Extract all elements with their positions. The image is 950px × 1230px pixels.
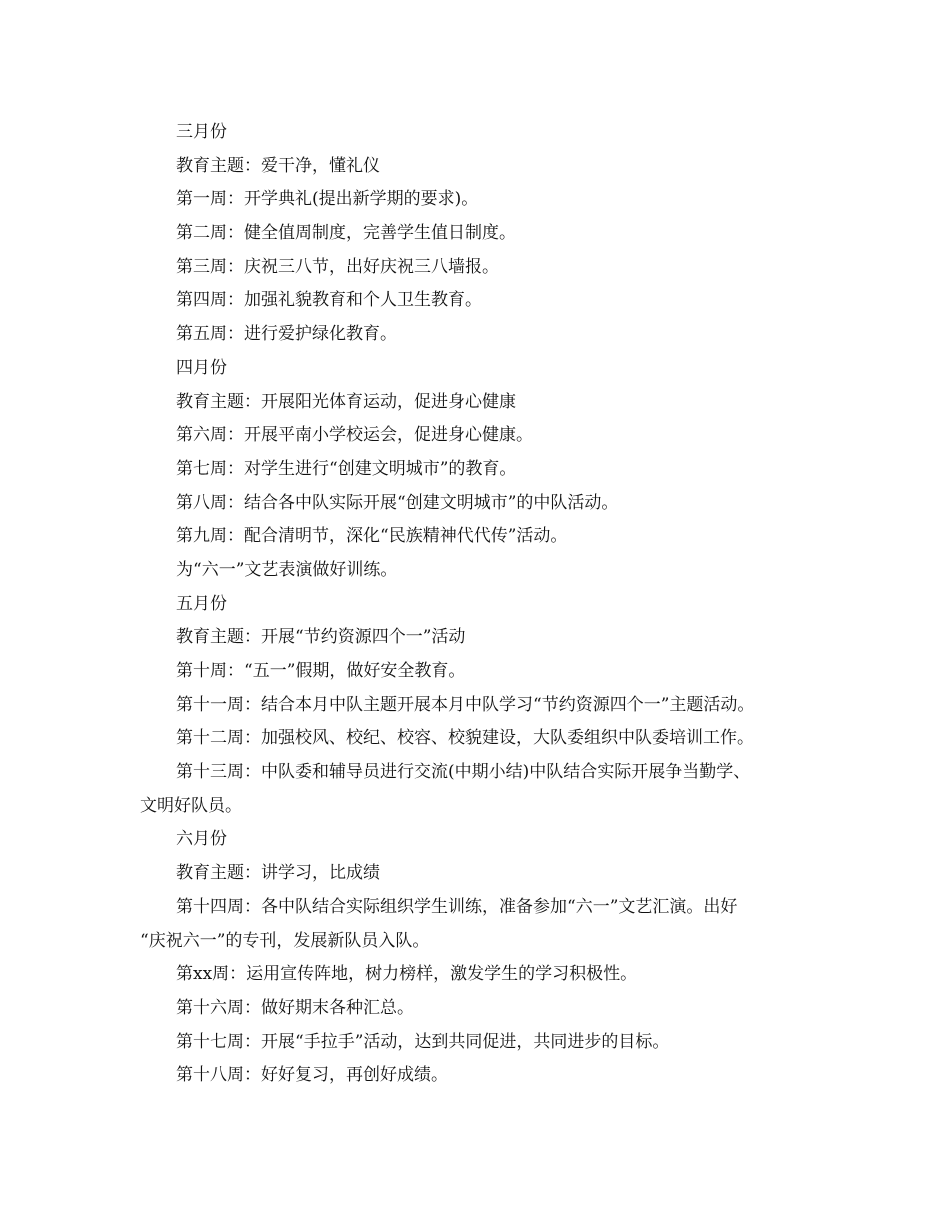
document-line: 第十三周：中队委和辅导员进行交流(中期小结)中队结合实际开展争当勤学、 [176, 762, 751, 783]
document-line: 第九周：配合清明节，深化“民族精神代代传”活动。 [176, 526, 568, 547]
document-line: 第八周：结合各中队实际开展“创建文明城市”的中队活动。 [176, 492, 619, 513]
document-line-continuation: “庆祝六一”的专刊，发展新队员入队。 [140, 930, 430, 951]
document-line: 第七周：对学生进行“创建文明城市”的教育。 [176, 458, 517, 479]
document-line: 教育主题：爱干净，懂礼仪 [176, 155, 380, 176]
document-line: 第xx周：运用宣传阵地，树力榜样，激发学生的学习积极性。 [176, 964, 638, 985]
document-line: 教育主题：讲学习，比成绩 [176, 863, 380, 884]
document-line: 第六周：开展平南小学校运会，促进身心健康。 [176, 425, 533, 446]
document-line: 第二周：健全值周制度，完善学生值日制度。 [176, 223, 516, 244]
document-line: 第十六周：做好期末各种汇总。 [176, 997, 414, 1018]
document-line: 第三周：庆祝三八节，出好庆祝三八墙报。 [176, 256, 499, 277]
document-line: 三月份 [176, 122, 227, 142]
document-line: 第一周：开学典礼(提出新学期的要求)。 [176, 189, 479, 210]
document-line: 第十七周：开展“手拉手”活动，达到共同促进，共同进步的目标。 [176, 1031, 670, 1052]
document-line: 第五周：进行爱护绿化教育。 [176, 324, 397, 345]
document-line: 第十四周：各中队结合实际组织学生训练，准备参加“六一”文艺汇演。出好 [176, 896, 738, 917]
document-line: 第十一周：结合本月中队主题开展本月中队学习“节约资源四个一”主题活动。 [176, 694, 755, 715]
document-line: 教育主题：开展阳光体育运动，促进身心健康 [176, 391, 516, 412]
document-line-continuation: 文明好队员。 [140, 795, 242, 816]
document-line: 第十二周：加强校风、校纪、校容、校貌建设，大队委组织中队委培训工作。 [176, 728, 754, 749]
document-line: 第十周：“五一”假期，做好安全教育。 [176, 661, 466, 681]
document-line: 第四周：加强礼貌教育和个人卫生教育。 [176, 290, 482, 311]
document-line: 四月份 [176, 357, 227, 378]
document-line: 教育主题：开展“节约资源四个一”活动 [176, 627, 466, 648]
document-line: 为“六一”文艺表演做好训练。 [176, 559, 398, 580]
document-line: 六月份 [176, 829, 227, 850]
document-body [140, 116, 820, 1093]
document-line: 第十八周：好好复习，再创好成绩。 [176, 1065, 448, 1086]
document-line: 五月份 [176, 593, 227, 614]
